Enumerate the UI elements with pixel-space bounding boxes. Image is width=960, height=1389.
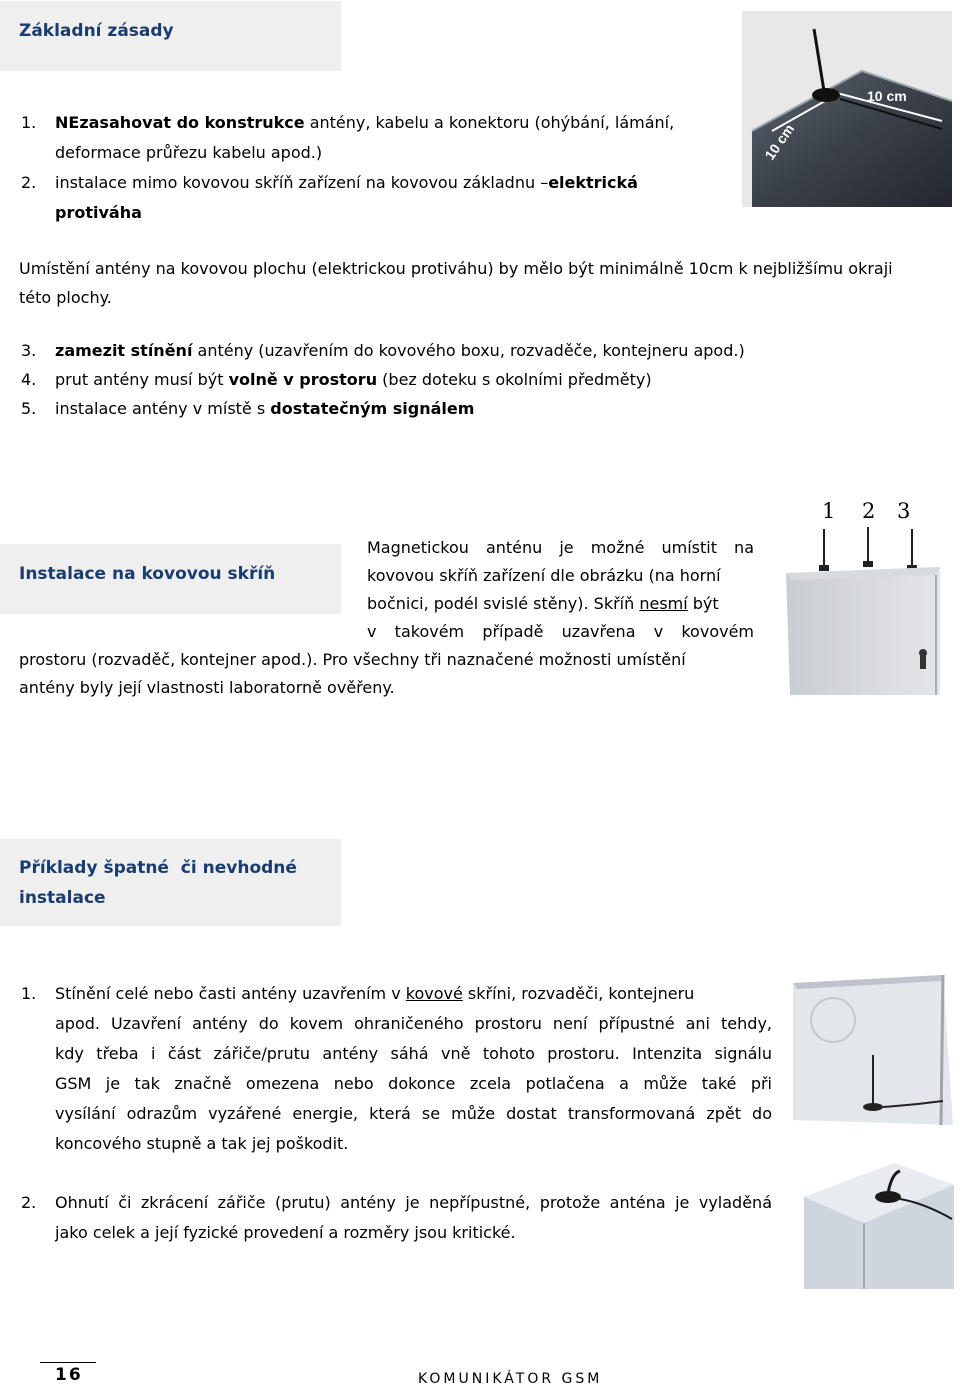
bad-item-2-line-1: Ohnutí či zkrácení zářiče (prutu) antény je nepřípustné, protože anténa je vyladěná <box>55 1193 772 1212</box>
dimension-label-horizontal: 10 cm <box>867 88 907 104</box>
section-heading-basic-principles <box>0 1 341 71</box>
text: . Skříň <box>583 594 640 613</box>
bad-item-1-line-6: koncového stupně a tak jej poškodit. <box>55 1134 349 1153</box>
heading-text-line-1: Příklady špatné či nevhodné <box>19 858 297 878</box>
list-item-4-number: 4. <box>21 370 37 389</box>
box-text-line-4: v takovém případě uzavřena v kovovém <box>367 622 754 641</box>
figure-number-2: 2 <box>862 499 876 523</box>
bad-item-1-line-2: apod. Uzavření antény do kovem ohraničeného prostoru není přípustné ani tehdy, <box>55 1014 772 1033</box>
list-item-2 <box>21 173 36 193</box>
emphasis: volně v prostoru <box>228 370 378 389</box>
figure-number-1: 1 <box>822 499 836 523</box>
page-number: 16 <box>55 1365 83 1385</box>
antenna-plate-photo <box>742 11 952 207</box>
list-item-5-text <box>55 399 474 419</box>
bad-item-2-line-2: jako celek a její fyzické provedení a rozměry jsou kritické. <box>55 1223 516 1242</box>
section-heading-bad-examples <box>0 839 341 926</box>
bent-antenna-photo <box>804 1163 954 1289</box>
bad-item-1-line-4: GSM je tak značně omezena nebo dokonce zcela potlačena a může také při <box>55 1074 772 1093</box>
section-heading-metal-box <box>0 544 341 614</box>
text: antény (uzavřením do kovového boxu, rozvaděče, kontejneru apod.) <box>192 341 745 360</box>
box-text-line-3 <box>367 594 719 614</box>
list-item-3-text <box>55 341 745 361</box>
underlined-text: nesmí <box>639 594 688 613</box>
list-item-3-number: 3. <box>21 341 37 360</box>
heading-text-line-2: instalace <box>19 888 106 908</box>
list-item-1 <box>21 113 36 133</box>
bad-item-1-number: 1. <box>21 984 37 1003</box>
enclosed-antenna-illustration <box>793 975 953 1125</box>
footer-rule <box>40 1362 96 1363</box>
emphasis: NEzasahovat do konstrukce <box>55 113 305 132</box>
text: instalace mimo kovovou skříň zařízení na kovovou základnu – <box>55 173 549 192</box>
box-text-line-5: prostoru (rozvaděč, kontejner apod.). Pro všechny tři naznačené možnosti umístění <box>19 650 686 669</box>
footer-brand: KOMUNIKÁTOR GSM <box>418 1371 603 1387</box>
dimension-label-vertical: 10 cm <box>761 121 798 163</box>
list-item-1-cont: deformace průřezu kabelu apod.) <box>55 143 323 162</box>
bad-item-1-line-3: kdy třeba i část zářiče/prutu antény sáhá vně tohoto prostoru. Intenzita signálu <box>55 1044 772 1063</box>
emphasis: dostatečným signálem <box>270 399 475 418</box>
underlined-text: kovové <box>405 984 463 1003</box>
list-number: 2. <box>21 173 37 192</box>
bent-antenna-illustration <box>804 1163 954 1289</box>
text: antény, kabelu a konektoru (ohýbání, lámání, <box>304 113 675 132</box>
antenna-plate-illustration <box>742 11 952 207</box>
text: prut antény musí být <box>55 370 229 389</box>
enclosed-antenna-photo <box>793 975 953 1125</box>
bad-item-2-number: 2. <box>21 1193 37 1212</box>
box-text-line-2: kovovou skříň zařízení dle obrázku (na horní <box>367 566 721 585</box>
box-text-line-1: Magnetickou anténu je možné umístit na <box>367 538 754 557</box>
list-item-1-text <box>55 113 674 133</box>
heading-text: Základní zásady <box>19 21 174 41</box>
list-item-5-number: 5. <box>21 399 37 418</box>
text: Stínění celé nebo časti antény uzavřením v kovové skříni, rozvaděči, kontejneru <box>55 984 695 1003</box>
emphasis: elektrická <box>548 173 638 192</box>
paragraph-line-2: této plochy. <box>19 288 112 307</box>
bad-item-1-line-1 <box>55 984 772 1004</box>
figure-number-3: 3 <box>897 499 911 523</box>
text: instalace antény v místě s <box>55 399 271 418</box>
bad-item-1-line-5: vysílání odrazům vyzářené energie, která se může dostat transformovaná zpět do <box>55 1104 772 1123</box>
list-item-2-text <box>55 173 638 193</box>
text: být <box>687 594 719 613</box>
metal-box-illustration <box>786 525 940 695</box>
text: bočnici, podél svislé stěny) <box>367 594 584 613</box>
emphasis: zamezit stínění <box>55 341 193 360</box>
list-item-2-cont: protiváha <box>55 203 142 222</box>
metal-box-photo <box>786 525 940 695</box>
box-text-line-6: antény byly její vlastnosti laboratorně ověřeny. <box>19 678 395 697</box>
paragraph-line-1: Umístění antény na kovovou plochu (elektrickou protiváhu) by mělo být minimálně 10cm k nejbližšímu okraji <box>19 259 893 278</box>
heading-text: Instalace na kovovou skříň <box>19 564 276 584</box>
text: (bez doteku s okolními předměty) <box>377 370 652 389</box>
list-number: 1. <box>21 113 37 132</box>
list-item-4-text <box>55 370 652 390</box>
